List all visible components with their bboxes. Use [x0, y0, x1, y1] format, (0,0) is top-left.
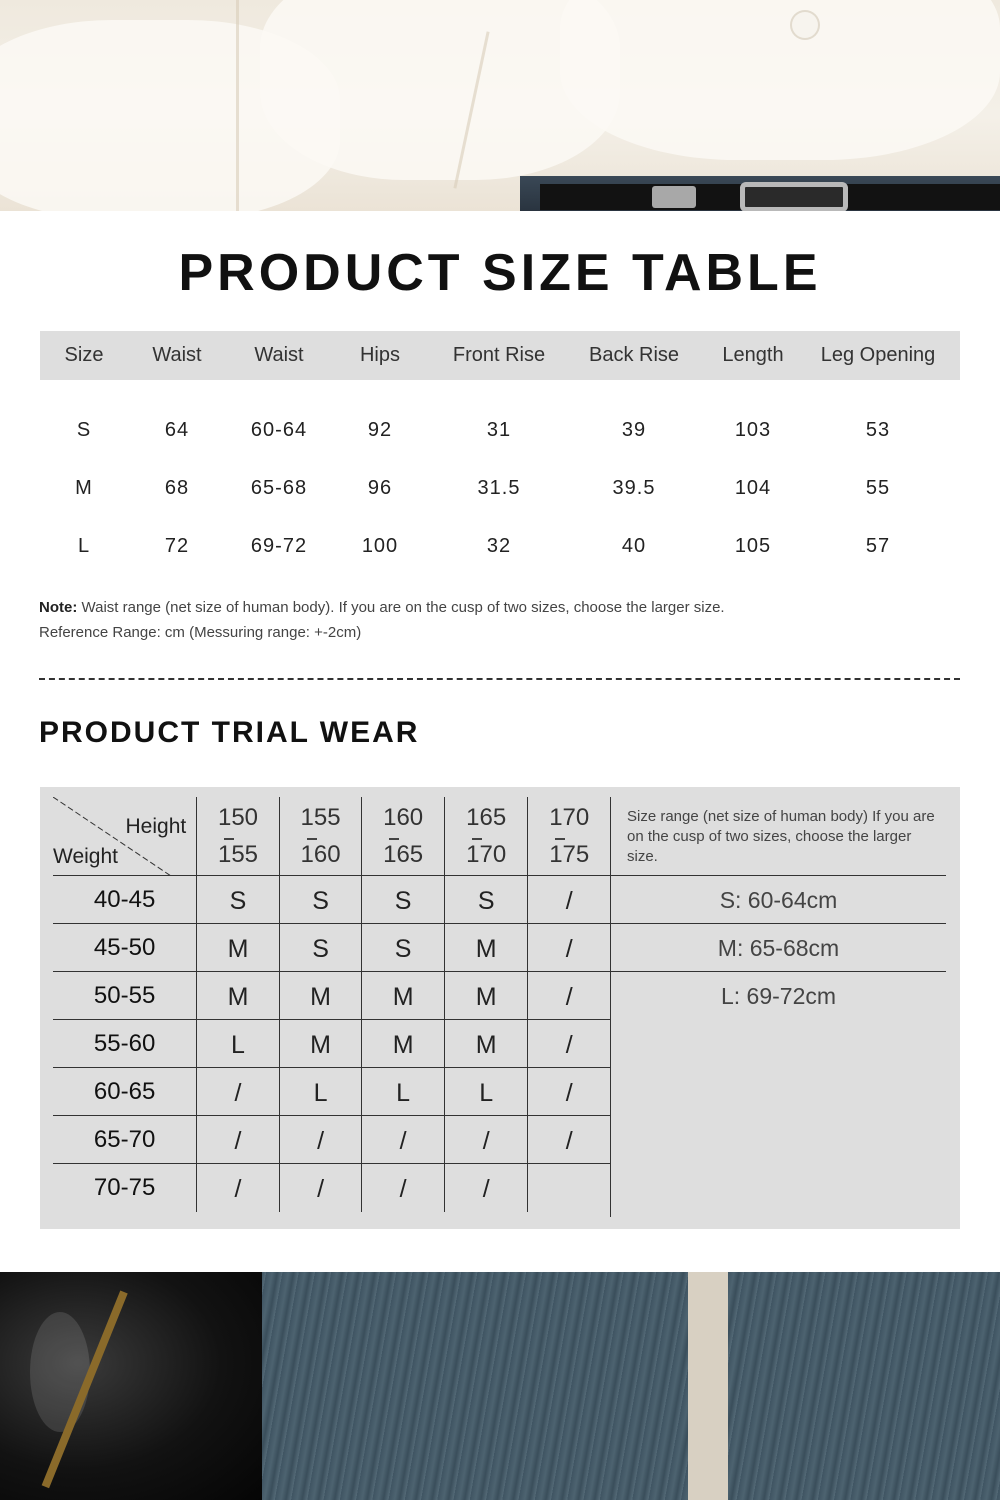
height-column-header: 170 175 — [527, 797, 610, 875]
table-row — [53, 972, 610, 1020]
size-cell: / — [196, 1068, 279, 1115]
size-cell: / — [527, 924, 610, 971]
note-label: Note: — [39, 599, 78, 616]
size-range-s: S: 60-64cm — [611, 876, 946, 924]
size-cell: M — [444, 924, 528, 971]
size-cell: / — [279, 1116, 362, 1163]
table-cell: 31.5 — [477, 476, 521, 499]
page-title: PRODUCT SIZE TABLE — [178, 244, 822, 302]
weight-cell: 55-60 — [93, 1030, 156, 1057]
size-cell: S — [196, 876, 279, 923]
size-range-m: M: 65-68cm — [611, 924, 946, 972]
table-row — [40, 459, 960, 517]
trial-wear-title: PRODUCT TRIAL WEAR — [39, 716, 420, 749]
size-cell: M — [444, 1020, 528, 1067]
belt-buckle-icon — [740, 182, 848, 211]
table-cell: 105 — [734, 534, 772, 557]
size-cell: M — [279, 972, 362, 1019]
size-cell: / — [527, 876, 610, 923]
table-row — [53, 1020, 610, 1068]
weight-cell: 70-75 — [93, 1174, 156, 1201]
table-cell: 40 — [621, 534, 647, 557]
size-table-header — [40, 331, 960, 380]
size-cell: / — [527, 1020, 610, 1067]
table-row — [53, 1164, 610, 1212]
table-cell: 65-68 — [250, 476, 308, 499]
size-note — [39, 595, 725, 645]
size-cell: S — [279, 924, 362, 971]
table-cell: 104 — [734, 476, 772, 499]
table-row — [40, 401, 960, 459]
size-cell: M — [196, 924, 279, 971]
table-cell: 31 — [486, 418, 512, 441]
weight-cell: 50-55 — [93, 982, 156, 1009]
size-cell: S — [361, 876, 444, 923]
table-cell: 64 — [164, 418, 190, 441]
size-cell — [527, 1164, 610, 1212]
header-cell: Size — [64, 344, 104, 366]
size-range-l: L: 69-72cm — [720, 983, 837, 1009]
height-weight-corner — [53, 797, 196, 876]
table-row — [53, 1068, 610, 1116]
table-cell: L — [77, 534, 91, 557]
note-text: Waist range (net size of human body). If you are on the cusp of two sizes, choose the larger size. — [81, 599, 725, 616]
size-cell: / — [527, 1068, 610, 1115]
weight-cell: 40-45 — [93, 886, 156, 913]
size-cell: L — [196, 1020, 279, 1067]
table-cell: 96 — [367, 476, 393, 499]
table-cell: 72 — [164, 534, 190, 557]
size-cell: L — [279, 1068, 362, 1115]
height-label: Height — [125, 815, 187, 838]
table-cell: 69-72 — [250, 534, 308, 557]
size-cell: / — [196, 1116, 279, 1163]
size-cell: / — [196, 1164, 279, 1212]
size-cell: M — [444, 972, 528, 1019]
table-cell: 103 — [734, 418, 772, 441]
table-cell: S — [76, 418, 92, 441]
size-cell: L — [444, 1068, 528, 1115]
header-cell: Front Rise — [452, 344, 546, 366]
weight-cell: 65-70 — [93, 1126, 156, 1153]
table-cell: 39.5 — [612, 476, 656, 499]
table-cell: 55 — [865, 476, 891, 499]
size-cell: S — [279, 876, 362, 923]
size-cell: / — [444, 1116, 528, 1163]
table-cell: M — [75, 476, 93, 499]
table-row — [40, 517, 960, 575]
size-range-description: Size range (net size of human body) If you are on the cusp of two sizes, choose the larger size. — [611, 797, 946, 876]
header-cell: Hips — [359, 344, 400, 366]
header-cell: Back Rise — [588, 344, 680, 366]
header-cell: Length — [722, 344, 784, 366]
height-column-header: 150 155 — [196, 797, 279, 875]
table-row — [53, 1116, 610, 1164]
size-cell: / — [527, 972, 610, 1019]
size-cell: M — [361, 1020, 444, 1067]
trial-table-header — [53, 797, 610, 876]
table-cell: 32 — [486, 534, 512, 557]
weight-label: Weight — [53, 845, 118, 868]
table-cell: 39 — [621, 418, 647, 441]
size-cell: L — [361, 1068, 444, 1115]
table-cell: 57 — [865, 534, 891, 557]
table-cell: 53 — [865, 418, 891, 441]
size-range-column — [610, 797, 946, 1217]
size-cell: / — [361, 1116, 444, 1163]
header-cell: Waist — [152, 344, 202, 366]
table-row — [53, 876, 610, 924]
size-cell: / — [279, 1164, 362, 1212]
table-cell: 68 — [164, 476, 190, 499]
size-cell: M — [196, 972, 279, 1019]
size-cell: S — [361, 924, 444, 971]
weight-cell: 45-50 — [93, 934, 156, 961]
height-column-header: 160 165 — [361, 797, 444, 875]
size-cell: M — [361, 972, 444, 1019]
header-cell: Waist — [254, 344, 304, 366]
height-column-header: 165 170 — [444, 797, 528, 875]
weight-cell: 60-65 — [93, 1078, 156, 1105]
shirt-button-icon — [792, 12, 818, 38]
size-table — [40, 331, 960, 575]
bottom-product-photo — [0, 1272, 1000, 1500]
trial-wear-table — [40, 787, 960, 1229]
table-row — [53, 924, 610, 972]
size-cell: / — [361, 1164, 444, 1212]
size-cell: / — [444, 1164, 528, 1212]
size-cell: / — [527, 1116, 610, 1163]
size-cell: M — [279, 1020, 362, 1067]
header-cell: Leg Opening — [820, 344, 936, 366]
size-cell: S — [444, 876, 528, 923]
table-cell: 100 — [361, 534, 399, 557]
height-column-header: 155 160 — [279, 797, 362, 875]
section-divider — [39, 678, 960, 680]
top-product-photo — [0, 0, 1000, 211]
table-cell: 60-64 — [250, 418, 308, 441]
table-cell: 92 — [367, 418, 393, 441]
reference-range-text: Reference Range: cm (Messuring range: +-2cm) — [39, 624, 362, 641]
